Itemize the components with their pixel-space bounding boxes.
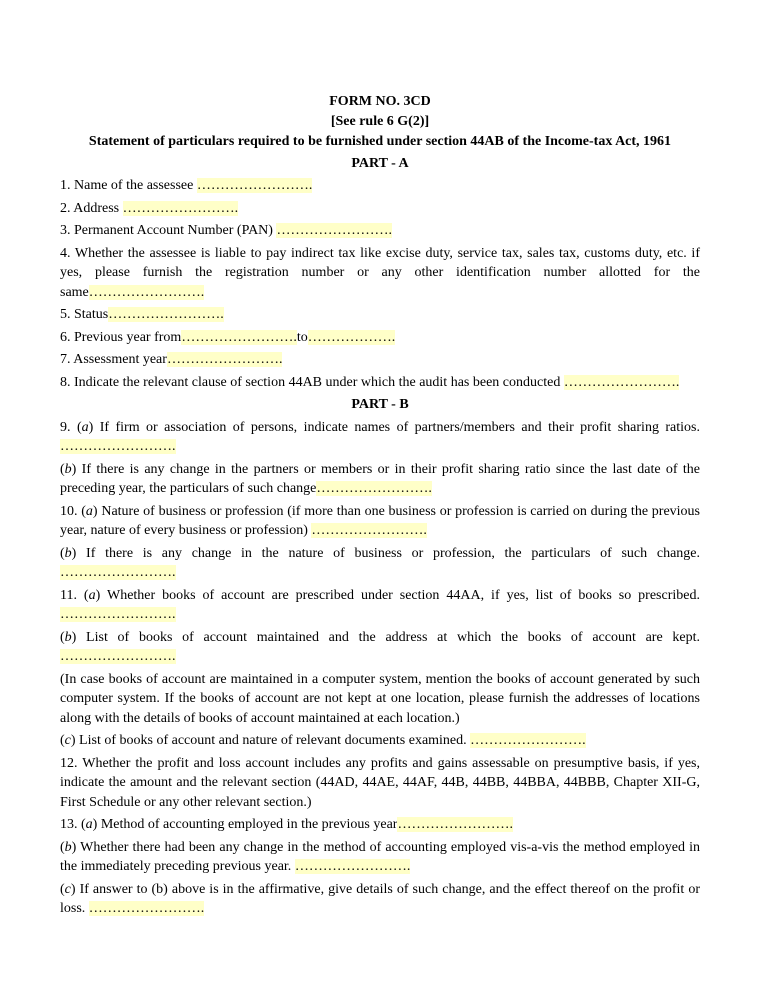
item-11c-field[interactable]: …………………….: [470, 733, 586, 748]
item-10a-num: 10. (: [60, 503, 86, 519]
item-9b-letter: b: [64, 461, 72, 477]
item-4-field[interactable]: …………………….: [88, 284, 205, 300]
item-11-note: (In case books of account are maintained in a computer system, mention the books of account generated by such computer system. If the books of account are not kept at one location, please furnish the addresses of locations along with the details of books of account maintained at each location.): [60, 671, 700, 726]
item-5: [60, 305, 700, 325]
item-13a: [60, 815, 700, 835]
part-a-heading: PART - A: [351, 155, 409, 171]
item-13b-letter: b: [64, 839, 72, 855]
item-11b-paren: (: [60, 629, 65, 645]
item-13c: [60, 880, 700, 919]
item-10b-field[interactable]: …………………….: [60, 565, 176, 580]
item-13a-field[interactable]: …………………….: [397, 817, 513, 832]
item-10b: [60, 544, 700, 583]
item-11c-letter: c: [64, 733, 71, 748]
item-6-field-to[interactable]: ……………….: [307, 329, 396, 345]
item-11c: [60, 731, 700, 751]
item-9b: [60, 460, 700, 499]
item-2-field[interactable]: …………………….: [122, 200, 239, 216]
item-13c-letter: c: [64, 881, 71, 897]
item-7-field[interactable]: …………………….: [166, 352, 283, 367]
item-9b-text: ) If there is any change in the partners or members or in their profit sharing ratio since the last date of the preceding year, the particulars of such change: [60, 461, 700, 496]
item-11c-text: ) List of books of account and nature of relevant documents examined.: [70, 733, 471, 748]
item-11a-num: 11. (: [60, 587, 89, 603]
item-3: [60, 221, 700, 241]
item-7: [60, 350, 700, 370]
item-13b-paren: (: [60, 839, 65, 855]
form-title: FORM NO. 3CD: [329, 94, 431, 109]
item-11a-letter: a: [88, 587, 96, 603]
form-rule: [See rule 6 G(2)]: [330, 114, 430, 129]
item-5-text: 5. Status: [60, 307, 109, 322]
item-10b-letter: b: [64, 545, 72, 561]
item-8-text: 8. Indicate the relevant clause of section 44AB under which the audit has been conducted: [60, 374, 564, 390]
item-9b-field[interactable]: …………………….: [316, 481, 432, 496]
item-11b-letter: b: [64, 629, 72, 645]
item-11a-field[interactable]: …………………….: [60, 607, 176, 622]
item-9a-field[interactable]: …………………….: [60, 439, 176, 454]
part-b-heading: PART - B: [351, 397, 409, 412]
item-9a-text: ) If firm or association of persons, indicate names of partners/members and their profit sharing ratios.: [88, 419, 700, 435]
item-6-field-from[interactable]: …………………….: [181, 329, 297, 345]
item-6-text-to: to: [296, 329, 308, 345]
item-13a-letter: a: [85, 817, 93, 832]
item-10b-paren: (: [60, 545, 65, 561]
item-3-text: 3. Permanent Account Number (PAN): [60, 223, 277, 238]
item-4: [60, 244, 700, 303]
item-6: [60, 328, 700, 348]
item-9a-letter: a: [81, 419, 89, 435]
item-3-field[interactable]: …………………….: [276, 223, 392, 238]
item-11b-text: ) List of books of account maintained and the address at which the books of account are kept.: [71, 629, 700, 645]
item-10a-field[interactable]: …………………….: [311, 523, 427, 538]
form-subtitle: Statement of particulars required to be furnished under section 44AB of the Income-tax Act, 1961: [88, 134, 672, 149]
item-2-text: 2. Address: [60, 200, 123, 216]
item-8: [60, 373, 700, 393]
item-11b: [60, 628, 700, 667]
item-11c-paren: (: [60, 733, 65, 748]
item-2: [60, 199, 700, 219]
item-13a-text: ) Method of accounting employed in the previous year: [92, 817, 398, 832]
item-13b: [60, 838, 700, 877]
item-13b-text: ) Whether there had been any change in the method of accounting employed vis-a-vis the method employed in the immediately preceding previous year.: [60, 839, 700, 874]
item-11b-field[interactable]: …………………….: [60, 649, 176, 664]
item-1-text: 1. Name of the assessee: [60, 178, 197, 193]
form-page: [60, 92, 700, 922]
item-13c-field[interactable]: …………………….: [88, 901, 205, 916]
item-9a-num: 9. (: [60, 419, 82, 435]
item-13c-text: ) If answer to (b) above is in the affirmative, give details of such change, and the effect thereof on the profit or loss.: [60, 881, 700, 916]
item-10a-text: ) Nature of business or profession (if more than one business or profession is carried on during the previous year, nature of every business or profession): [60, 503, 700, 538]
item-9b-paren: (: [60, 461, 65, 477]
item-11a-text: ) Whether books of account are prescribed under section 44AA, if yes, list of books so prescribed.: [95, 587, 700, 603]
item-11a: [60, 586, 700, 625]
item-13a-num: 13. (: [60, 817, 86, 832]
item-8-field[interactable]: …………………….: [563, 374, 680, 390]
item-9a: [60, 418, 700, 457]
item-13c-paren: (: [60, 881, 65, 897]
item-1: [60, 176, 700, 196]
item-12: 12. Whether the profit and loss account includes any profits and gains assessable on presumptive basis, if yes, indicate the amount and the relevant section (44AD, 44AE, 44AF, 44B, 44BB, 44BBA, 44BBB, Chapter XII-G, First Schedule or any other relevant section.): [60, 755, 700, 810]
item-13b-field[interactable]: …………………….: [294, 859, 411, 874]
item-10a: [60, 502, 700, 541]
item-4-text: 4. Whether the assessee is liable to pay indirect tax like excise duty, service tax, sales tax, customs duty, etc. if yes, please furnish the registration number or any other identification number allotted for the same: [60, 245, 700, 300]
item-10b-text: ) If there is any change in the nature of business or profession, the particulars of such change.: [71, 545, 700, 561]
item-5-field[interactable]: …………………….: [108, 307, 224, 322]
item-1-field[interactable]: …………………….: [196, 178, 313, 193]
item-6-text-from: 6. Previous year from: [60, 329, 182, 345]
item-10a-letter: a: [85, 503, 93, 519]
item-7-text: 7. Assessment year: [60, 352, 167, 367]
